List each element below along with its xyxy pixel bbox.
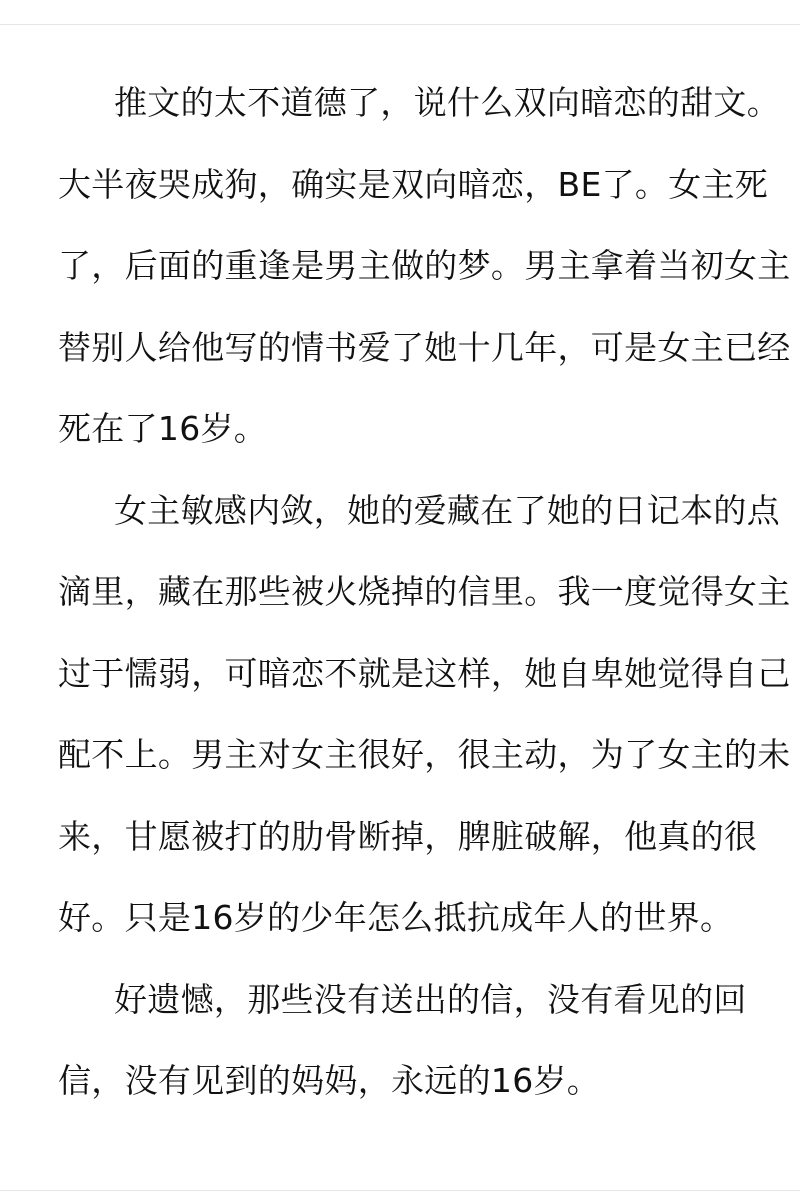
- text-line: 死在了16岁。: [58, 409, 268, 448]
- top-divider: [0, 24, 800, 25]
- text-line: 配不上。男主对女主很好，很主动，为了女主的未: [58, 735, 791, 774]
- text-line: 过于懦弱，可暗恋不就是这样，她自卑她觉得自己: [58, 653, 791, 693]
- paragraph-3: [58, 959, 748, 1122]
- text-line: 好遗憾，那些没有送出的信，没有看见的回: [114, 979, 747, 1019]
- text-line: 了，后面的重逢是男主做的梦。男主拿着当初女主: [58, 246, 791, 285]
- text-line: 信，没有见到的妈妈，永远的16岁。: [58, 1061, 601, 1100]
- paragraph-2: [58, 470, 791, 959]
- text-line: 滴里，藏在那些被火烧掉的信里。我一度觉得女主: [58, 572, 791, 611]
- paragraph-1: [58, 62, 791, 470]
- text-line: 推文的太不道德了，说什么双向暗恋的甜文。: [114, 83, 780, 122]
- text-line: 大半夜哭成狗，确实是双向暗恋，BE了。女主死: [58, 164, 769, 204]
- document-body: [58, 62, 791, 1122]
- bottom-divider: [0, 1190, 800, 1191]
- text-line: 女主敏感内敛，她的爱藏在了她的日记本的点: [114, 490, 780, 530]
- text-line: 好。只是16岁的少年怎么抵抗成年人的世界。: [58, 898, 734, 937]
- text-line: 来，甘愿被打的肋骨断掉，脾脏破解，他真的很: [58, 816, 758, 856]
- text-line: 替别人给他写的情书爱了她十几年，可是女主已经: [58, 327, 791, 367]
